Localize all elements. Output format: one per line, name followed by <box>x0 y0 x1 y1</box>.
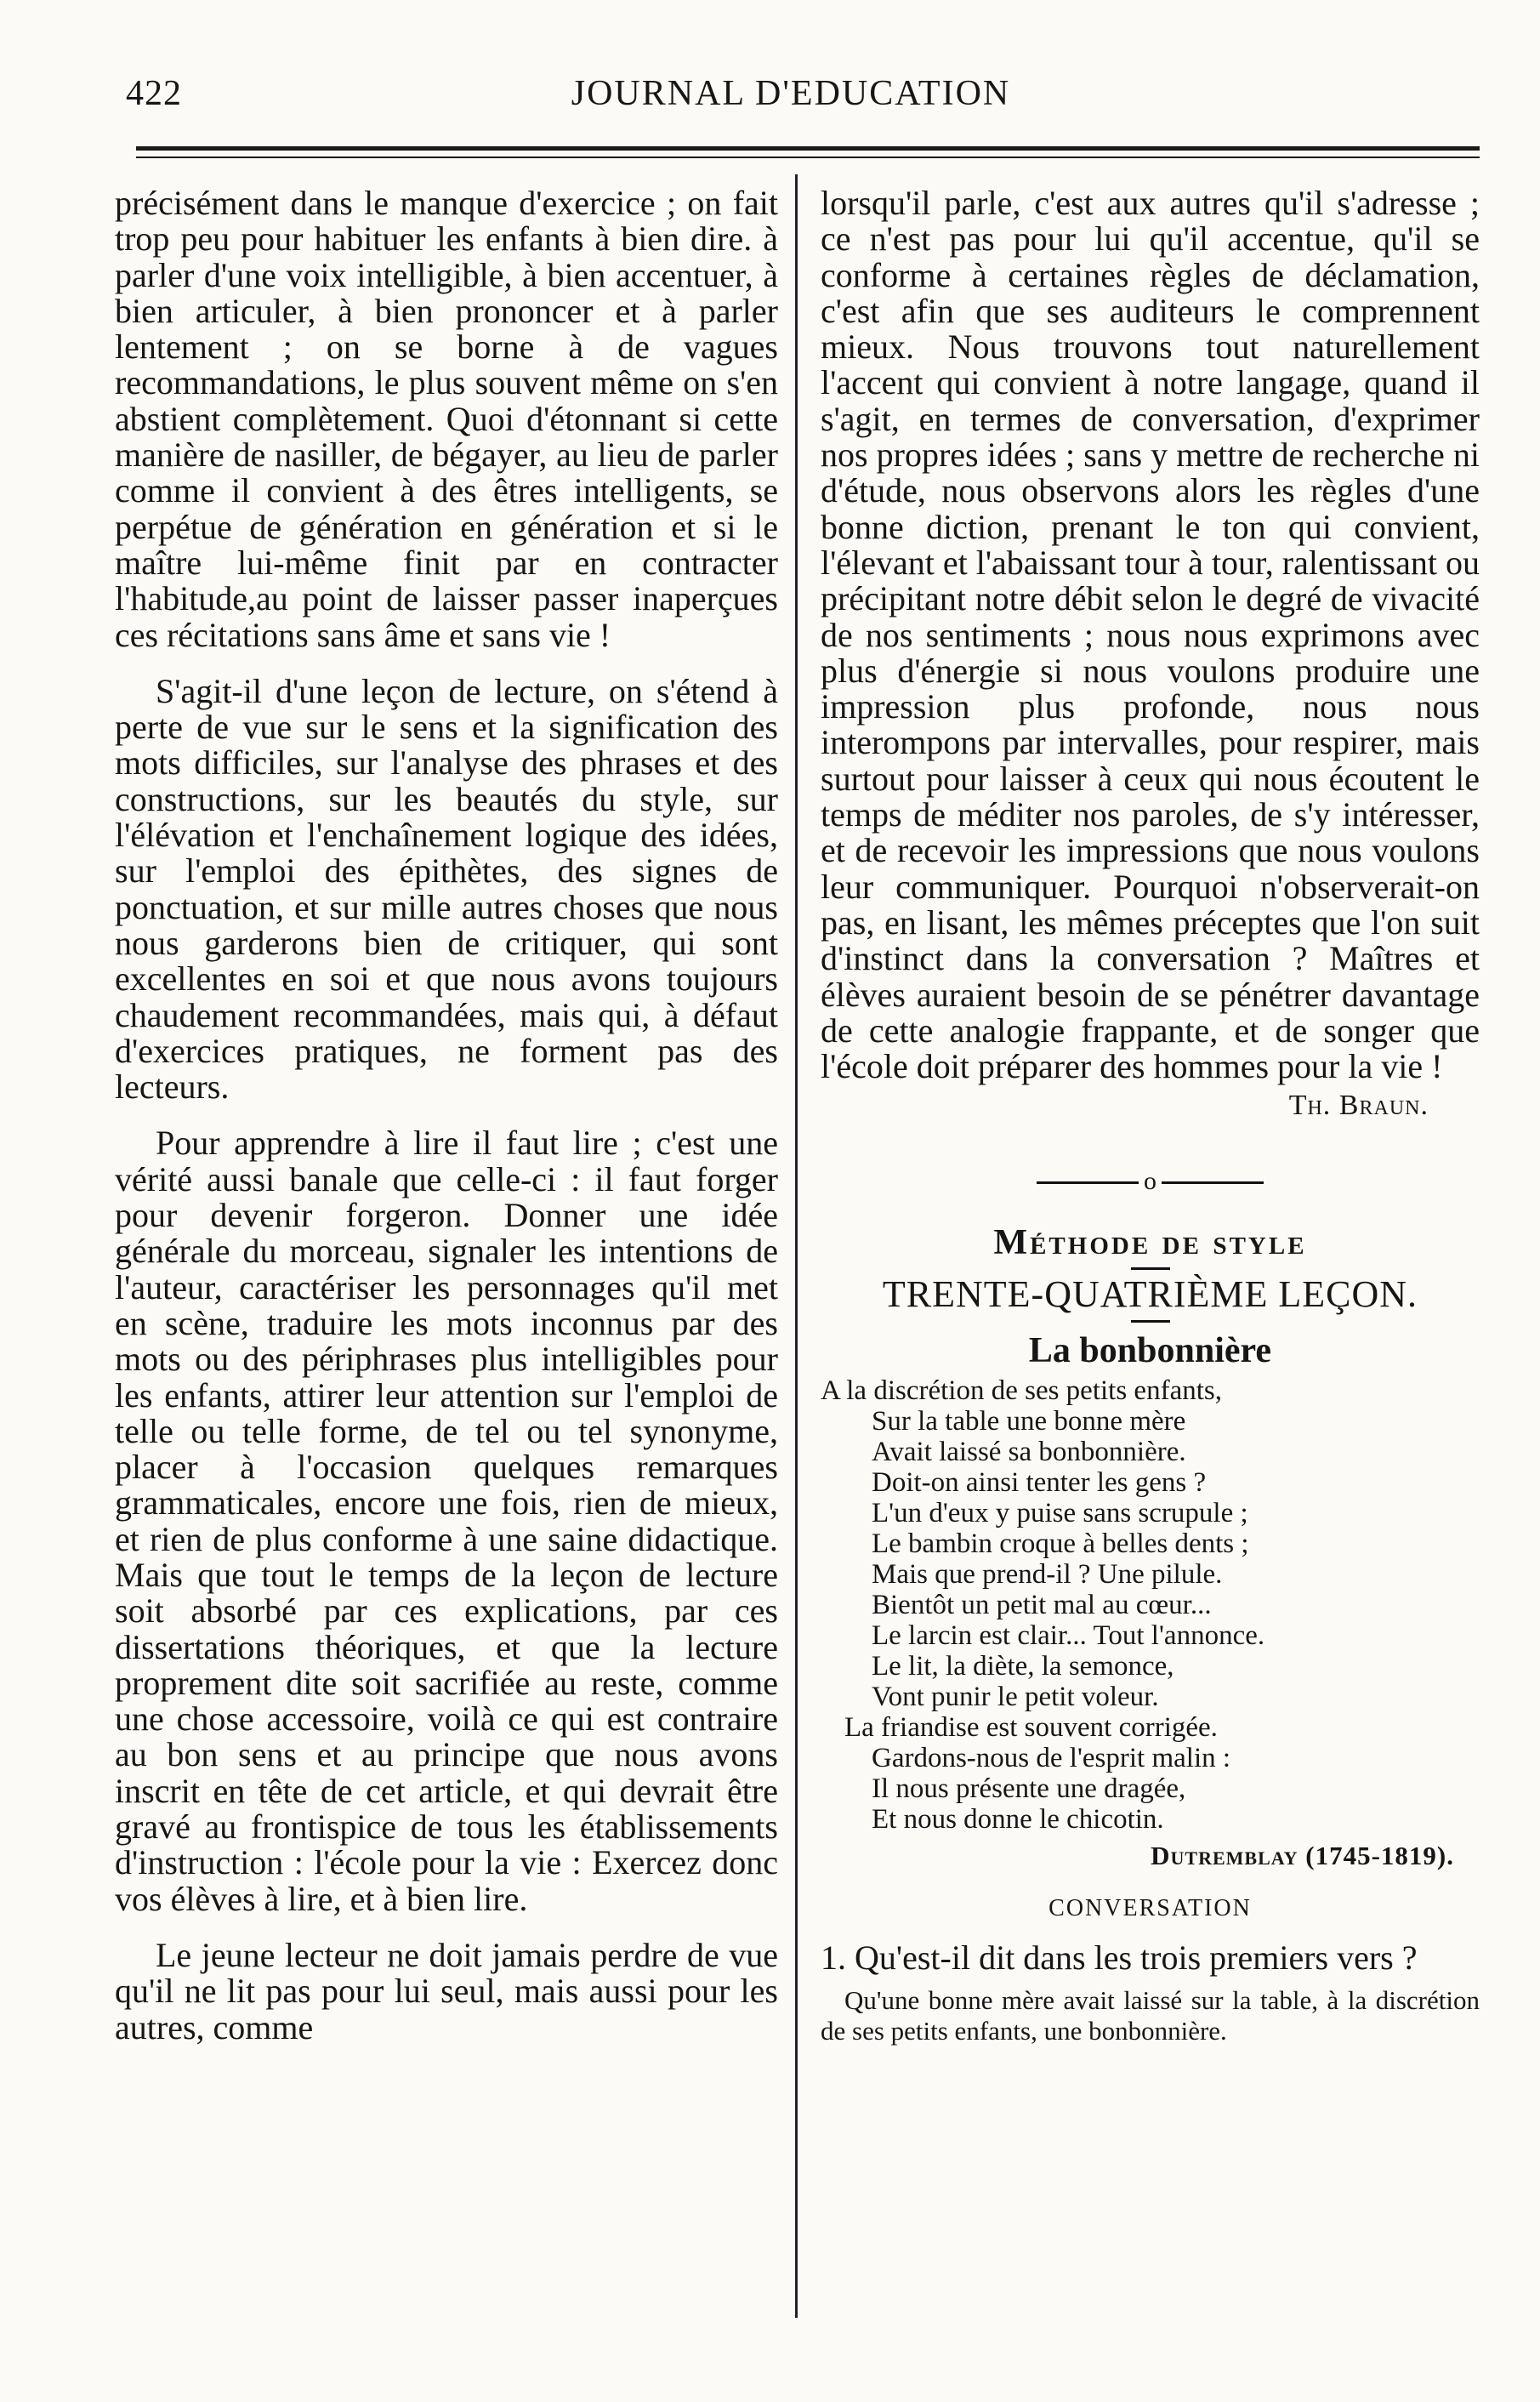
poem-line: Avait laissé sa bonbonnière. <box>872 1436 1186 1467</box>
poem-line: Doit-on ainsi tenter les gens ? <box>872 1466 1207 1498</box>
left-column <box>115 185 778 2046</box>
poem-line: A la discrétion de ses petits enfants, <box>821 1375 1222 1406</box>
page-number: 422 <box>126 74 182 113</box>
page-header <box>102 66 1480 126</box>
section-ornament <box>821 1164 1480 1199</box>
title-rule <box>1131 1320 1170 1323</box>
poem-line: Bientôt un petit mal au cœur... <box>872 1589 1212 1620</box>
poem-line: La friandise est souvent corrigée. <box>844 1711 1218 1743</box>
poem-line: Mais que prend-il ? Une pilule. <box>872 1558 1223 1590</box>
poem-line: Et nous donne le chicotin. <box>872 1803 1164 1835</box>
poem-line: L'un d'eux y puise sans scrupule ; <box>872 1497 1248 1528</box>
article-signature: Th. Braun. <box>1288 1090 1429 1122</box>
poem-line: Le larcin est clair... Tout l'annonce. <box>872 1619 1265 1651</box>
poem-line: Le bambin croque à belles dents ; <box>872 1528 1249 1559</box>
left-paragraph-4: Le jeune lecteur ne doit jamais perdre de vue qu'il ne lit pas pour lui seul, mais aussi pour les autres, comme <box>115 1935 778 2046</box>
conversation-heading: CONVERSATION <box>1048 1895 1252 1922</box>
poem-title: La bonbonnière <box>1028 1330 1272 1370</box>
left-paragraph-3: Pour apprendre à lire il faut lire ; c'est une vérité aussi banale que celle-ci : il faut forger pour devenir forgeron. Donner une idée générale du morceau, signaler les intentions de l'auteur, caractériser les personnages qu'il met en scène, traduire les mots inconnus par des mots ou des périphrases plus intelligibles pour les enfants, attirer leur attention sur l'emploi de telle ou telle forme, de tel ou tel synonyme, placer à l'occasion quelques remarques grammaticales, encore une fois, rien de mieux, et rien de plus conforme à une saine didactique. Mais que tout le temps de la leçon de lecture soit absorbé par ces explications, par ces dissertations théoriques, et que la lecture proprement dite soit sacrifiée au reste, comme une chose accessoire, voilà ce qui est contraire au bon sens et au principe que nous avons inscrit en tête de cet article, et qui devrait être gravé au frontispice de tous les établissements d'instruction : l'école pour la vie : Exercez donc vos élèves à lire, et à bien lire. <box>115 1124 778 1918</box>
lesson-title: TRENTE-QUATRIÈME LEÇON. <box>882 1273 1418 1316</box>
poem-line: Il nous présente une dragée, <box>872 1773 1186 1804</box>
answer-1: Qu'une bonne mère avait laissé sur la table, à la discrétion de ses petits enfants, une bonbonnière. <box>821 1984 1480 2046</box>
poem-line: Le lit, la diète, la semonce, <box>872 1650 1174 1682</box>
question-1: 1. Qu'est-il dit dans les trois premiers vers ? <box>821 1938 1418 1977</box>
poem-line: Vont punir le petit voleur. <box>872 1681 1159 1712</box>
right-paragraph-1: lorsqu'il parle, c'est aux autres qu'il s'adresse ; ce n'est pas pour lui qu'il accentue, qu'il se conforme à certaines règles de déclamation, c'est afin que ses auditeurs le comprennent mieux. Nous trouvons tout naturellement l'accent qui convient à notre langage, quand il s'agit, en termes de conversation, d'exprimer nos propres idées ; sans y mettre de recherche ni d'étude, nous observons alors les règles d'une bonne diction, prenant le ton qui convient, l'élevant et l'abaissant tour à tour, ralentissant ou précipitant notre débit selon le degré de vivacité de nos sentiments ; nous nous exprimons avec plus d'énergie si nous voulons produire une impression plus profonde, nous nous interompons par intervalles, pour respirer, mais surtout pour laisser à ceux qui nous écoutent le temps de méditer nos paroles, de s'y intéresser, et de recevoir les impressions que nous voulons leur communiquer. Pourquoi n'observerait-on pas, en lisant, les mêmes préceptes que l'on suit d'instinct dans la conversation ? Maîtres et élèves auraient besoin de se pénétrer davantage de cette analogie frappante, et de songer que l'école doit préparer des hommes pour la vie ! <box>821 184 1480 1086</box>
poem-line: Gardons-nous de l'esprit malin : <box>872 1742 1231 1773</box>
ornament-mark: o <box>1144 1166 1156 1195</box>
section-title: Méthode de style <box>993 1223 1307 1263</box>
poem <box>821 1375 1480 1835</box>
running-title: JOURNAL D'EDUCATION <box>571 74 1011 113</box>
left-paragraph-1: précisément dans le manque d'exercice ; on fait trop peu pour habituer les enfants à bien dire. à parler d'une voix intelligible, à bien accentuer, à bien articuler, à bien prononcer et à parler lentement ; on se borne à de vagues recommandations, le plus souvent même on s'en abstient complètement. Quoi d'étonnant si cette manière de nasiller, de bégayer, au lieu de parler comme il convient à des êtres intelligents, se perpétue de génération en génération et si le maître lui-même finit par en contracter l'habitude,au point de laisser passer inaperçues ces récitations sans âme et sans vie ! <box>115 184 778 654</box>
left-paragraph-2: S'agit-il d'une leçon de lecture, on s'étend à perte de vue sur le sens et la signification des mots difficiles, sur l'analyse des phrases et des constructions, sur les beautés du style, sur l'élévation et l'enchaînement logique des idées, sur l'emploi des épithètes, des signes de ponctuation, et sur mille autres choses que nous nous garderons bien de critiquer, qui sont excellentes en soi et que nous avons toujours chaudement recommandées, mais qui, à défaut d'exercices pratiques, ne forment pas des lecteurs. <box>115 671 778 1107</box>
column-divider <box>795 174 798 2318</box>
right-column <box>821 185 1480 2046</box>
header-rule-thick <box>136 146 1480 151</box>
poem-line: Sur la table une bonne mère <box>872 1405 1186 1437</box>
poem-author: Dutremblay (1745-1819). <box>1151 1840 1454 1870</box>
header-rule-thin <box>136 157 1480 158</box>
title-rule <box>1131 1267 1170 1270</box>
